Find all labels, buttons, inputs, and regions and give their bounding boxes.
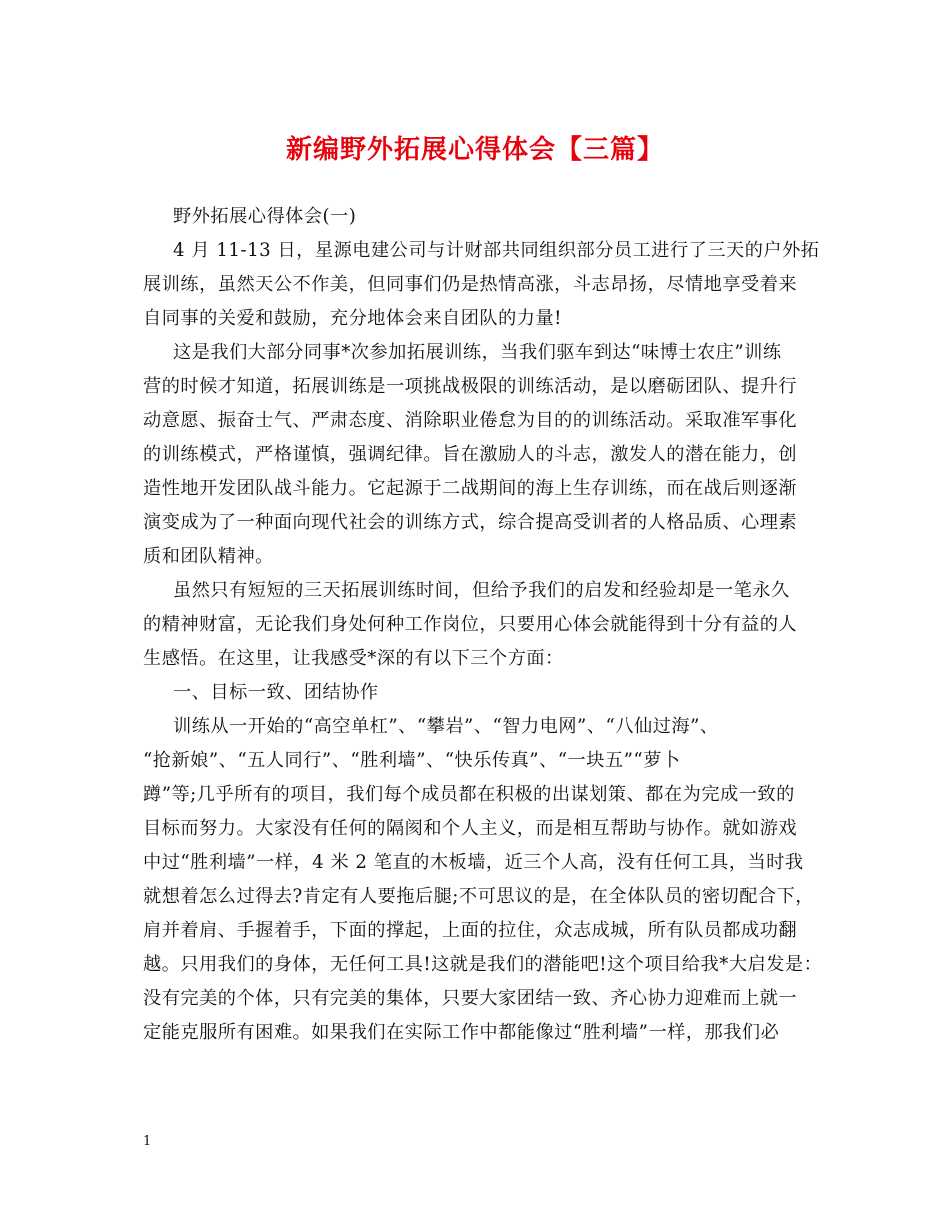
text-line: “抢新娘”、“五人同行”、“胜利墙”、“快乐传真”、“一块五”“萝卜	[143, 750, 681, 771]
text-line: 造性地开发团队战斗能力。它起源于二战期间的海上生存训练，而在战后则逐渐	[143, 478, 798, 499]
text-line: 这是我们大部分同事*次参加拓展训练，当我们驱车到达“味博士农庄”训练	[173, 342, 782, 363]
text-line: 展训练，虽然天公不作美，但同事们仍是热情高涨，斗志昂扬，尽情地享受着来	[143, 274, 798, 295]
text-line: 没有完美的个体，只有完美的集体，只要大家团结一致、齐心协力迎难而上就一	[143, 988, 798, 1009]
text-line: 4 月 11-13 日，星源电建公司与计财部共同组织部分员工进行了三天的户外拓	[173, 240, 820, 261]
document-title: 新编野外拓展心得体会【三篇】	[285, 135, 664, 165]
text-line: 肩并着肩、手握着手，下面的撑起，上面的拉住，众志成城，所有队员都成功翻	[143, 920, 798, 941]
text-line: 就想着怎么过得去?肯定有人要拖后腿;不可思议的是，在全体队员的密切配合下，	[143, 886, 814, 907]
page-number: 1	[143, 1134, 152, 1149]
document-body	[143, 200, 823, 1050]
text-line: 一、目标一致、团结协作	[173, 682, 379, 703]
text-line: 动意愿、振奋士气、严肃态度、消除职业倦怠为目的的训练活动。采取准军事化	[143, 410, 798, 431]
text-line: 演变成为了一种面向现代社会的训练方式，综合提高受训者的人格品质、心理素	[143, 512, 798, 533]
text-line: 虽然只有短短的三天拓展训练时间，但给予我们的启发和经验却是一笔永久	[173, 580, 790, 601]
text-line: 营的时候才知道，拓展训练是一项挑战极限的训练活动，是以磨砺团队、提升行	[143, 376, 798, 397]
text-line: 目标而努力。大家没有任何的隔阂和个人主义，而是相互帮助与协作。就如游戏	[143, 818, 798, 839]
text-line: 野外拓展心得体会(一)	[173, 206, 357, 227]
text-line: 定能克服所有困难。如果我们在实际工作中都能像过“胜利墙”一样，那我们必	[143, 1022, 780, 1043]
text-line: 的精神财富，无论我们身处何种工作岗位，只要用心体会就能得到十分有益的人	[143, 614, 798, 635]
text-line: 的训练模式，严格谨慎，强调纪律。旨在激励人的斗志，激发人的潜在能力，创	[143, 444, 798, 465]
text-line: 越。只用我们的身体，无任何工具!这就是我们的潜能吧!这个项目给我*大启发是：	[143, 954, 823, 975]
text-line: 质和团队精神。	[143, 546, 274, 567]
text-line: 蹲”等;几乎所有的项目，我们每个成员都在积极的出谋划策、都在为完成一致的	[143, 784, 795, 805]
text-line: 生感悟。在这里，让我感受*深的有以下三个方面：	[143, 648, 564, 669]
text-line: 自同事的关爱和鼓励，充分地体会来自团队的力量!	[143, 308, 562, 329]
text-line: 中过“胜利墙”一样，4 米 2 笔直的木板墙，近三个人高，没有任何工具，当时我	[143, 852, 804, 873]
text-line: 训练从一开始的“高空单杠”、“攀岩”、“智力电网”、“八仙过海”、	[173, 716, 719, 737]
